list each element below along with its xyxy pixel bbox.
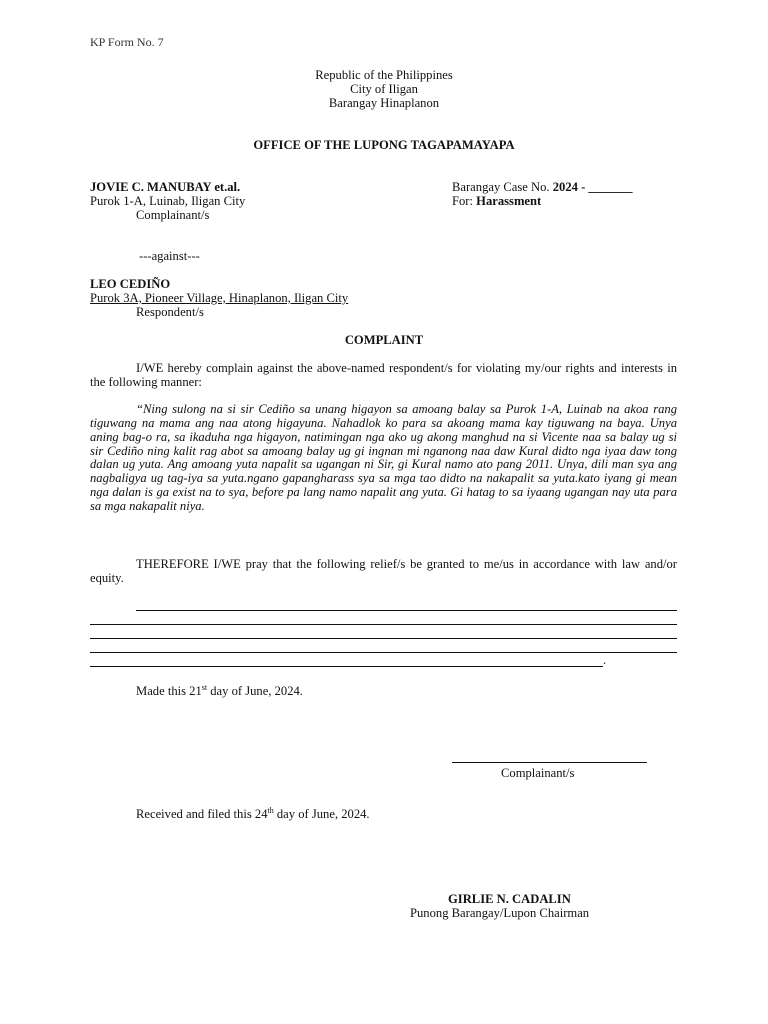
relief-line[interactable] [90, 624, 677, 625]
office-title: OFFICE OF THE LUPONG TAGAPAMAYAPA [253, 138, 515, 152]
official-title: Punong Barangay/Lupon Chairman [410, 906, 590, 920]
official-name: GIRLIE N. CADALIN [448, 892, 571, 906]
header-barangay: Barangay Hinaplanon [328, 96, 440, 110]
case-for-label: For: [452, 194, 473, 208]
relief-line[interactable] [90, 638, 677, 639]
complaint-title: COMPLAINT [344, 333, 424, 347]
prayer-paragraph: THEREFORE I/WE pray that the following relief/s be granted to me/us in accordance with law and/or equity. [90, 557, 677, 586]
relief-end-period: . [603, 653, 607, 667]
received-date-prefix: Received and filed this 24 [136, 807, 268, 821]
made-date-suffix: day of June, 2024. [207, 684, 303, 698]
case-number-line [452, 180, 633, 194]
complainant-role: Complainant/s [136, 208, 210, 222]
case-for-value: Harassment [476, 194, 542, 208]
relief-line[interactable] [90, 666, 603, 667]
made-date-sup: st [201, 682, 208, 692]
made-date-prefix: Made this 21 [136, 684, 202, 698]
intro-paragraph: I/WE hereby complain against the above-named respondent/s for violating my/our rights and interests in the following manner: [90, 361, 677, 390]
case-label: Barangay Case No. [452, 180, 550, 194]
made-date [136, 684, 303, 698]
header-republic: Republic of the Philippines [315, 68, 453, 82]
complainant-name: JOVIE C. MANUBAY et.al. [90, 180, 241, 194]
header-city: City of Iligan [350, 82, 418, 96]
complainant-address: Purok 1-A, Luinab, Iligan City [90, 194, 246, 208]
respondent-address: Purok 3A, Pioneer Village, Hinaplanon, Iligan City [90, 291, 349, 305]
signature-label: Complainant/s [501, 766, 575, 780]
form-number: KP Form No. 7 [90, 35, 164, 49]
case-for-line [452, 194, 541, 208]
respondent-role: Respondent/s [136, 305, 204, 319]
received-date-sup: th [267, 805, 274, 815]
against-label: ---against--- [139, 249, 200, 263]
received-date-suffix: day of June, 2024. [273, 807, 370, 821]
case-number: 2024 - _______ [552, 180, 633, 194]
complainant-signature-line[interactable] [452, 762, 647, 763]
relief-line[interactable] [136, 610, 677, 611]
received-date [136, 807, 370, 821]
relief-line[interactable] [90, 652, 677, 653]
respondent-name: LEO CEDIÑO [90, 277, 171, 291]
narrative-paragraph: “Ning sulong na si sir Cediño sa unang higayon sa amoang balay sa Purok 1-A, Luinab na akoa rang tiguwang na mama ang naa atong higayuna. Nahadlok ko para sa akoang mama kay tiguwang na baya. Unya aning bag-o ra, sa ikaduha nga higayon, natimingan nga ako ug akong manghud na si Vicente naa sa balay ug si sir Cediño ning kalit rag abot sa amoang balay ug gi ingnan mi nganong naa daw Kural didto nga iyaa daw tong dalan ug yuta. Ang amoang yuta napalit sa ugangan ni Sir, gi Kural namo ato pang 2011. Unya, dili man sya ang nagbaligya ug tag-iya sa yuta.ngano gapangharass sya sa mga tao didto na nakapalit sa yuta.kato iyang gi mean nga dalan is ga exist na to sya, before pa lang namo napalit ang yuta. Gi hatag to sa iyaang ugangan nay uta para sa mga nakapalit niya. [90, 402, 677, 513]
